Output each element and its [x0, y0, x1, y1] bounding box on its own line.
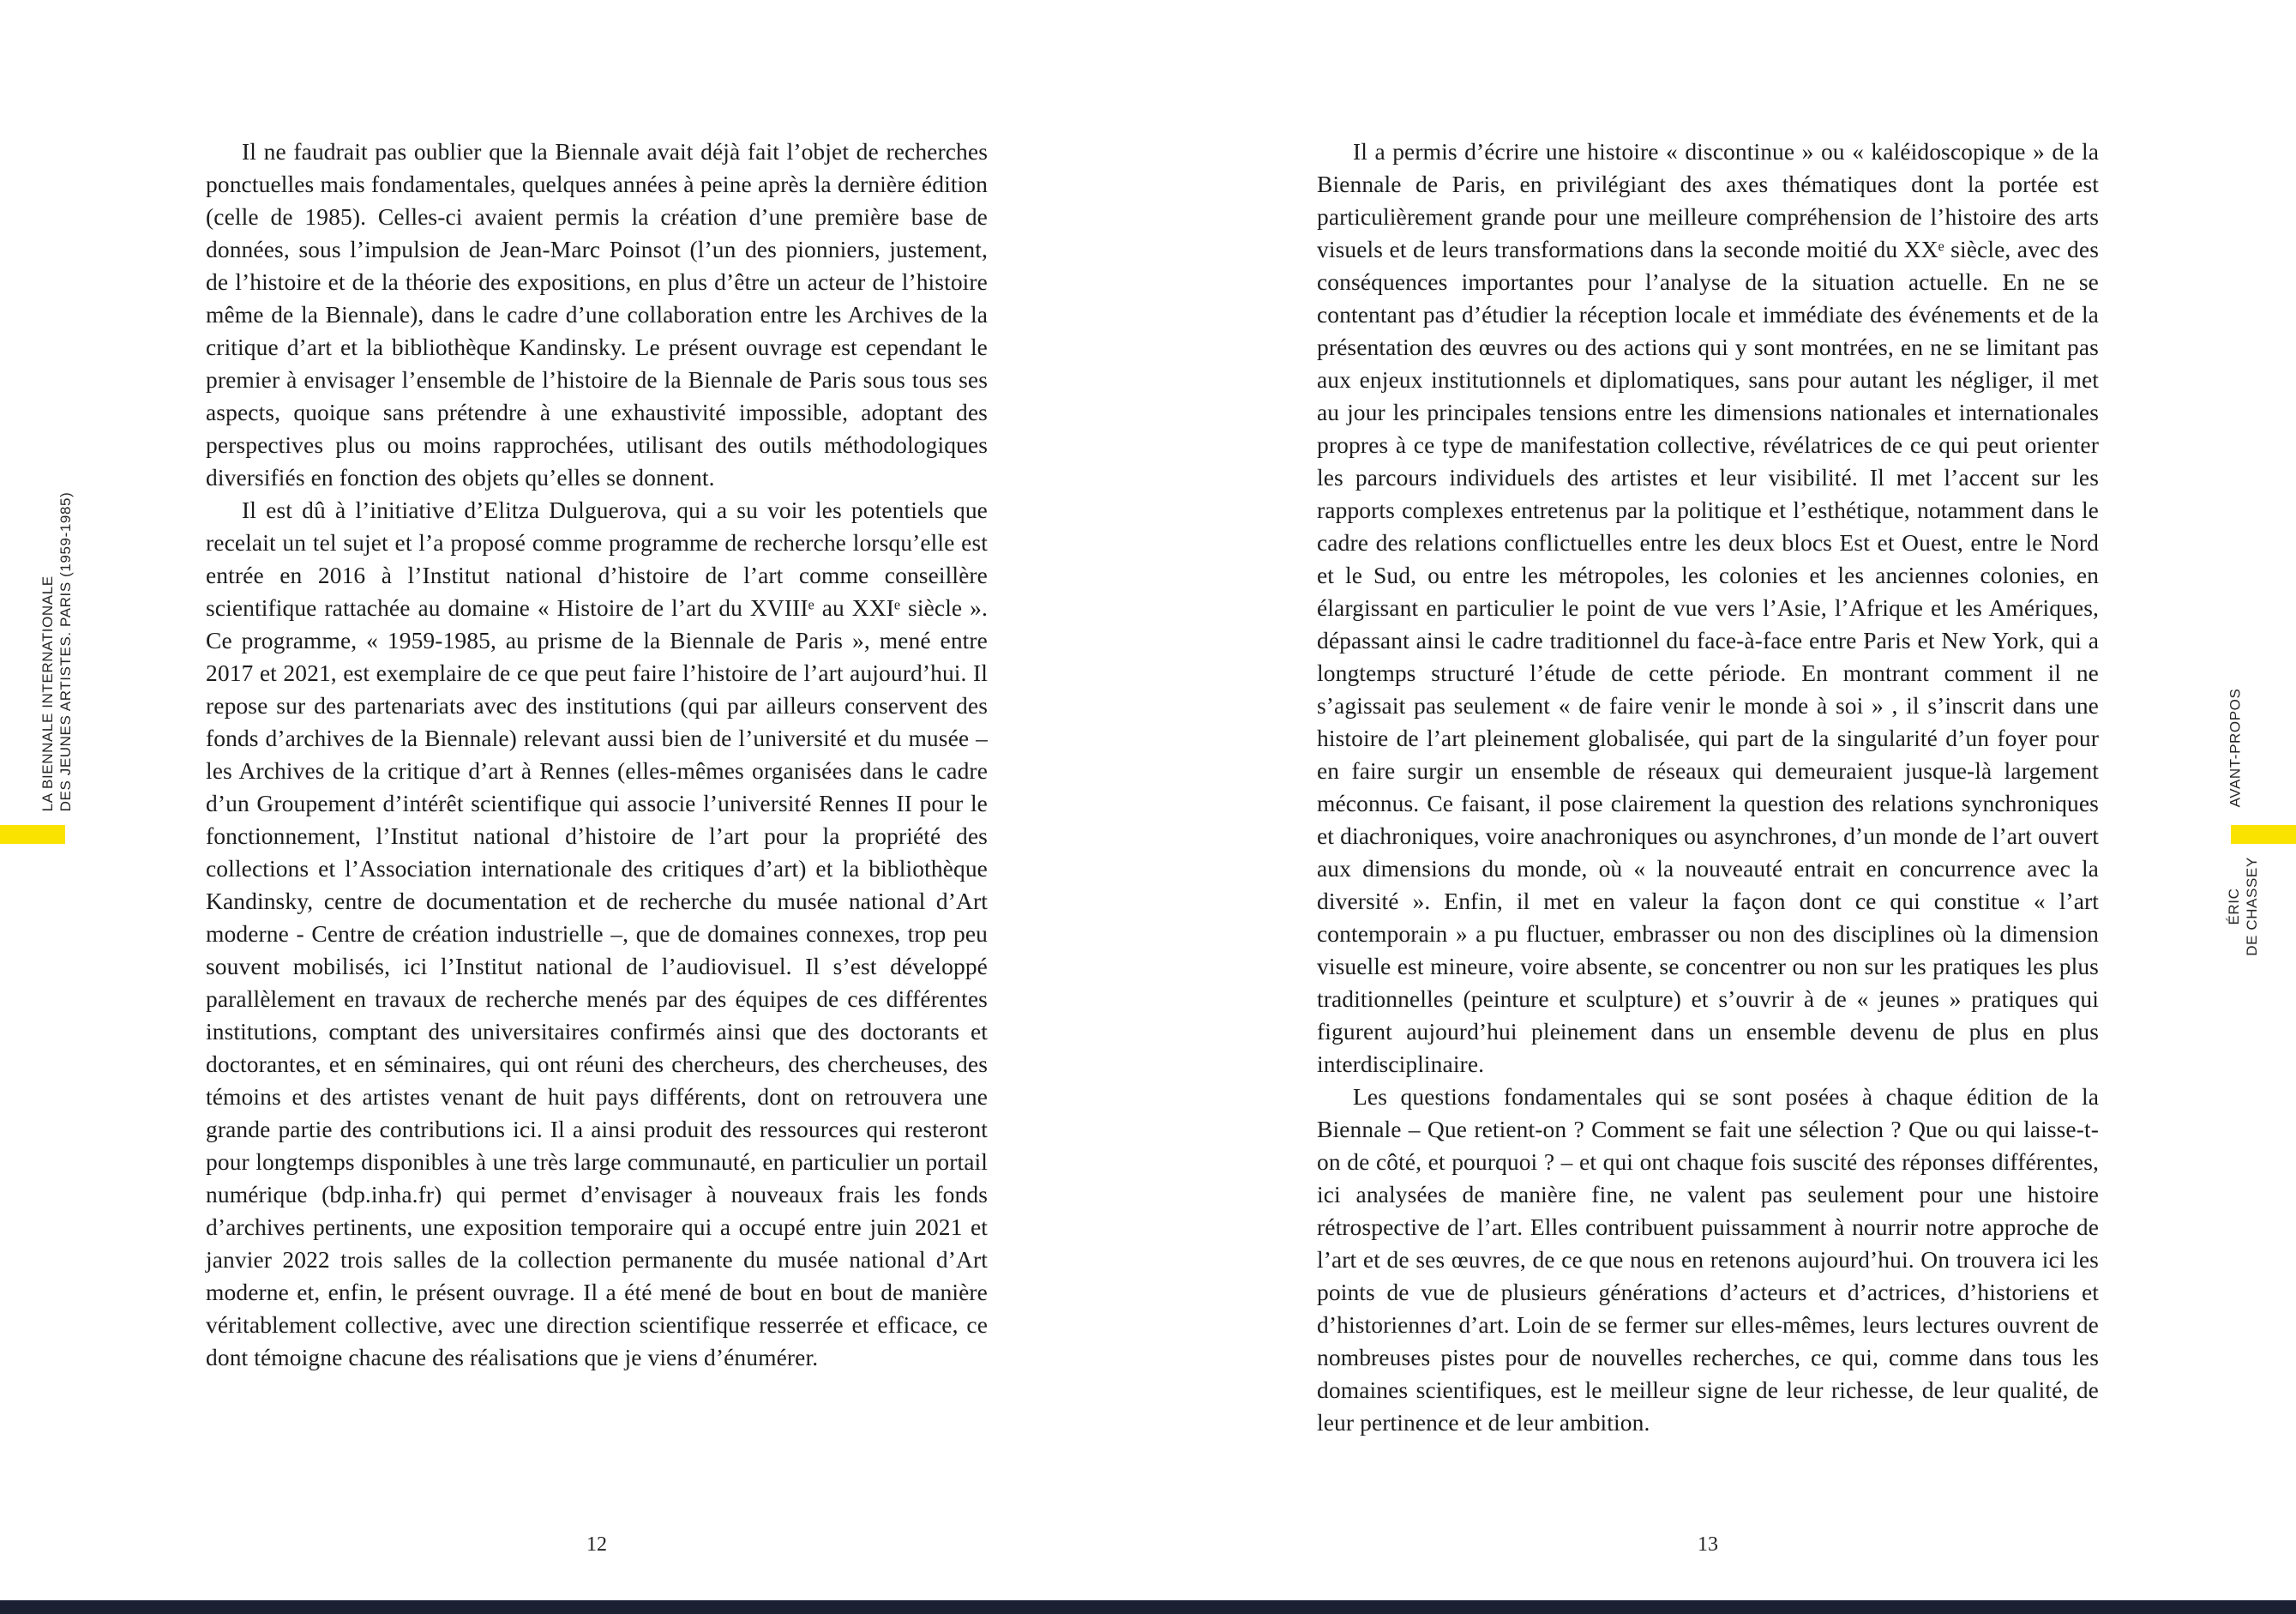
- spine-author-line2: DE CHASSEY: [2244, 857, 2260, 956]
- spine-section-label: AVANT-PROPOS: [2227, 688, 2244, 808]
- paragraph: Il a permis d’écrire une histoire « discontinue » ou « kaléidoscopique » de la Biennale de Paris, en privilégiant des axes thématiques dont la portée est particulièrement grande pour une meilleure compréhension de l’histoire des arts visuels et de leurs transformations dans la seconde moitié du XXᵉ siècle, avec des conséquences importantes pour l’analyse de la situation actuelle. En ne se contentant pas d’étudier la réception locale et immédiate des événements et de la présentation des œuvres ou des actions qui y sont montrées, en ne se limitant pas aux enjeux institutionnels et diplomatiques, sans pour autant les négliger, il met au jour les principales tensions entre les dimensions nationales et internationales propres à ce type de manifestation collective, révélatrices de ce qui peut orienter les parcours individuels des artistes et leur visibilité. Il met l’accent sur les rapports complexes entretenus par la politique et l’esthétique, notamment dans le cadre des relations conflictuelles entre les deux blocs Est et Ouest, entre le Nord et le Sud, ou entre les métropoles, les colonies et les anciennes colonies, en élargissant en particulier le point de vue vers l’Asie, l’Afrique et les Amériques, dépassant ainsi le cadre traditionnel du face-à-face entre Paris et New York, qui a longtemps structuré l’étude de cette période. En montrant comment il ne s’agissait pas seulement « de faire venir le monde à soi » , il s’inscrit dans une histoire de l’art pleinement globalisée, qui part de la singularité d’un foyer pour en faire surgir un ensemble de réseaux qui demeuraient jusque-là largement méconnus. Ce faisant, il pose clairement la question des relations synchroniques et diachroniques, voire anachroniques ou asynchrones, d’un monde de l’art ouvert aux dimensions du monde, où « la nouveauté entrait en concurrence avec la diversité ». Enfin, il met en valeur la façon dont ce qui constitue « l’art contemporain » a pu fluctuer, embrasser ou non des disciplines où la dimension visuelle est mineure, voire absente, se concentrer ou non sur les pratiques les plus traditionnelles (peinture et sculpture) et s’ouvrir à de « jeunes » pratiques qui figurent aujourd’hui pleinement dans un ensemble devenu de plus en plus interdisciplinaire.: [1317, 138, 2099, 1077]
- page-number-right: 13: [1698, 1533, 1718, 1556]
- highlight-mark-right: [2231, 825, 2296, 844]
- spine-author-name: [2225, 857, 2261, 956]
- page-left: [206, 136, 988, 1374]
- spine-book-title: [39, 492, 75, 812]
- spine-author-line1: ÉRIC: [2226, 888, 2242, 925]
- paragraph: Il est dû à l’initiative d’Elitza Dulguerova, qui a su voir les potentiels que recelait un tel sujet et l’a proposé comme programme de recherche lorsqu’elle est entrée en 2016 à l’Institut national d’histoire de l’art comme conseillère scientifique rattachée au domaine « Histoire de l’art du XVIIIᵉ au XXIᵉ siècle ». Ce programme, « 1959-1985, au prisme de la Biennale de Paris », mené entre 2017 et 2021, est exemplaire de ce que peut faire l’histoire de l’art aujourd’hui. Il repose sur des partenariats avec des institutions (qui par ailleurs conservent des fonds d’archives de la Biennale) relevant aussi bien de l’université et du musée – les Archives de la critique d’art à Rennes (elles-mêmes organisées dans le cadre d’un Groupement d’intérêt scientifique qui associe l’université Rennes II pour le fonctionnement, l’Institut national d’histoire de l’art pour la propriété des collections et l’Association internationale des critiques d’art) et la bibliothèque Kandinsky, centre de documentation et de recherche du musée national d’Art moderne - Centre de création industrielle –, que de domaines connexes, trop peu souvent mobilisés, ici l’Institut national de l’audiovisuel. Il s’est développé parallèlement en travaux de recherche menés par des équipes de ces différentes institutions, comptant des universitaires confirmés ainsi que des doctorants et doctorantes, et en séminaires, qui ont réuni des chercheurs, des chercheuses, des témoins et des artistes venant de huit pays différents, dont on retrouvera une grande partie des contributions ici. Il a ainsi produit des ressources qui resteront pour longtemps disponibles à une très large communauté, en particulier un portail numérique (bdp.inha.fr) qui permet d’envisager à nouveaux frais les fonds d’archives pertinents, une exposition temporaire qui a occupé entre juin 2021 et janvier 2022 trois salles de la collection permanente du musée national d’Art moderne et, enfin, le présent ouvrage. Il a été mené de bout en bout de manière véritablement collective, avec une direction scientifique resserrée et efficace, ce dont témoigne chacune des réalisations que je viens d’énumérer.: [206, 497, 988, 1370]
- highlight-mark-left: [0, 825, 65, 844]
- page-right: [1317, 136, 2099, 1439]
- footer-bar: [0, 1600, 2296, 1614]
- page-number-left: 12: [586, 1533, 607, 1556]
- paragraph: Il ne faudrait pas oublier que la Biennale avait déjà fait l’objet de recherches ponctuelles mais fondamentales, quelques années à peine après la dernière édition (celle de 1985). Celles-ci avaient permis la création d’une première base de données, sous l’impulsion de Jean-Marc Poinsot (l’un des pionniers, justement, de l’histoire et de la théorie des expositions, en plus d’être un acteur de l’histoire même de la Biennale), dans le cadre d’une collaboration entre les Archives de la critique d’art et la bibliothèque Kandinsky. Le présent ouvrage est cependant le premier à envisager l’ensemble de l’histoire de la Biennale de Paris sous tous ses aspects, quoique sans prétendre à une exhaustivité impossible, adoptant des perspectives plus ou moins rapprochées, utilisant des outils méthodologiques diversifiés en fonction des objets qu’elles se donnent.: [206, 138, 988, 491]
- paragraph: Les questions fondamentales qui se sont posées à chaque édition de la Biennale – Que retient-on ? Comment se fait une sélection ? Que ou qui laisse-t-on de côté, et pourquoi ? – et qui ont chaque fois suscité des réponses différentes, ici analysées de manière fine, ne valent pas seulement pour une histoire rétrospective de l’art. Elles contribuent puissamment à nourrir notre approche de l’art et de ses œuvres, de ce que nous en retenons aujourd’hui. On trouvera ici les points de vue de plusieurs générations d’acteurs et d’actrices, d’historiens et d’historiennes d’art. Loin de se fermer sur elles-mêmes, leurs lectures ouvrent de nombreuses pistes pour de nouvelles recherches, ce qui, comme dans tous les domaines scientifiques, est le meilleur signe de leur richesse, de leur qualité, de leur pertinence et de leur ambition.: [1317, 1083, 2099, 1436]
- spine-book-title-line1: LA BIENNALE INTERNATIONALE: [39, 575, 56, 812]
- spine-book-title-line2: DES JEUNES ARTISTES. PARIS (1959-1985): [57, 491, 74, 812]
